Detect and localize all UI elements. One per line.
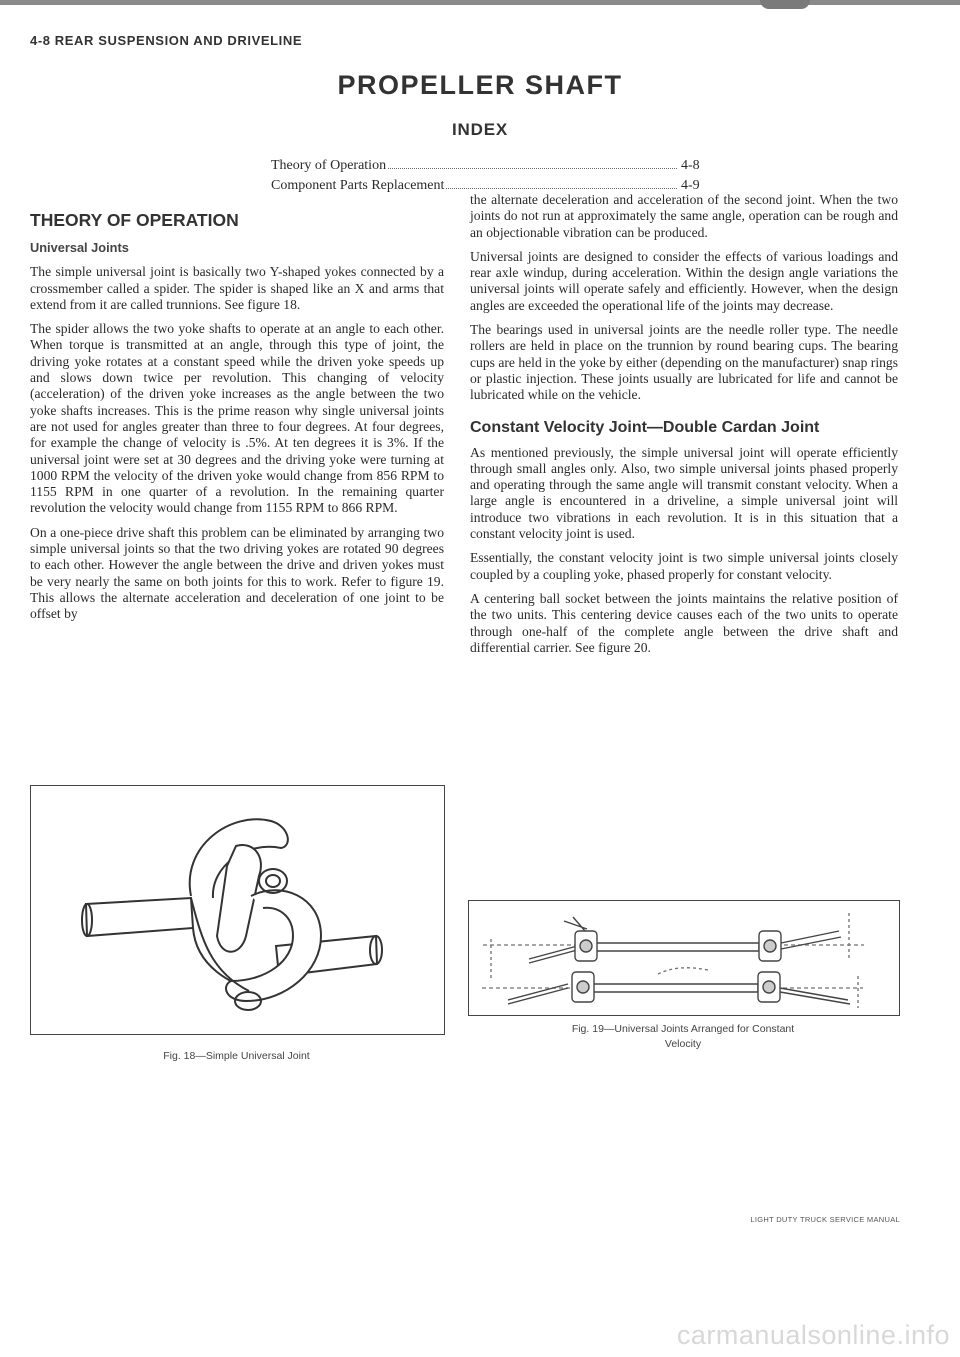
paragraph: The spider allows the two yoke shafts to operate at an angle to each other. When torque is transmitted at an angle, through this type of joint, the driving yoke rotates at a constant speed while the driven yoke speeds up and slows down twice per revolution. This changing of velocity (acceleration) of the driven yoke increases as the angle between the two yoke shafts increases. This is the prime reason why single universal joints are not used for angles greater than three to four degrees. At four degrees, for example the change of velocity is .5%. At ten degrees it is 3%. If the universal joint were set at 30 degrees and the driving yoke were turning at 1000 RPM the velocity of the driven yoke would change from 856 RPM to 1155 RPM in one quarter of a revolution. In the remaining quarter revolution the velocity would change from 1155 RPM to 866 RPM. — [30, 321, 444, 516]
paragraph: the alternate deceleration and acceleration of the second joint. When the two joints do not run at approximately the same angle, operation can be rough and an objectionable vibration can be produced. — [470, 192, 898, 240]
top-border-notch — [760, 0, 810, 9]
index-entry-page: 4-9 — [681, 178, 700, 193]
footer-manual-name: LIGHT DUTY TRUCK SERVICE MANUAL — [750, 1215, 900, 1224]
paragraph: Essentially, the constant velocity joint is two simple universal joints closely coupled by a coupling yoke, phased properly for constant velocity. — [470, 550, 898, 582]
paragraph: The simple universal joint is basically two Y-shaped yokes connected by a crossmember called a spider. The spider is shaped like an X and arms that extend from it are called trunnions. See figure 18. — [30, 264, 444, 312]
universal-joint-illustration — [31, 786, 444, 1034]
figure-18-universal-joint — [30, 785, 445, 1035]
driveline-illustration-lower — [468, 900, 898, 1014]
figure-19-caption-line2: Velocity — [664, 1038, 702, 1050]
figure-19-caption — [468, 1022, 898, 1052]
top-border — [0, 0, 960, 5]
paragraph: Universal joints are designed to consider the effects of various loadings and rear axle windup, during acceleration. Within the design angle variations the universal joints will operate safely and efficiently. However, when the design angles are exceeded the operational life of the joints may decrease. — [470, 248, 898, 313]
subsection-heading: Constant Velocity Joint—Double Cardan Joint — [470, 418, 820, 436]
paragraph: A centering ball socket between the joints maintains the relative position of the two units. This centering device causes each of the two units to operate through one-half of the complete angle between the drive shaft and differential carrier. See figure 20. — [470, 590, 898, 655]
paragraph: As mentioned previously, the simple universal joint will operate efficiently through small angles only. Also, two simple universal joints phased properly and operating through the same angle will transmit constant velocity. When a large angle is encountered in a driveline, a simple universal joint will introduce two vibrations in each revolution. It is in this situation that a constant velocity joint is used. — [470, 444, 898, 542]
left-column — [30, 210, 444, 631]
figure-19-lower — [468, 900, 898, 1014]
paragraph: On a one-piece drive shaft this problem can be eliminated by arranging two simple universal joints so that the two driving yokes are rotated 90 degrees to each other. However the angle between the drive and driven yokes must be very nearly the same on both joints for this to work. Refer to figure 19. This allows the alternate acceleration and deceleration of one joint to be offset by — [30, 524, 444, 622]
index-title: INDEX — [452, 120, 508, 139]
subsection-heading: Universal Joints — [30, 240, 129, 255]
index-entry-label: Component Parts Replacement — [271, 178, 445, 193]
leader-dots — [388, 168, 677, 169]
page-title: PROPELLER SHAFT — [337, 70, 623, 100]
figure-19-caption-line1: Fig. 19—Universal Joints Arranged for Constant — [571, 1023, 795, 1035]
index-entry-label: Theory of Operation — [271, 158, 387, 173]
leader-dots — [446, 188, 677, 189]
figure-18-caption: Fig. 18—Simple Universal Joint — [163, 1050, 310, 1062]
paragraph: The bearings used in universal joints are the needle roller type. The needle rollers are held in place on the trunnion by round bearing cups. The bearing cups are held in the yoke by either (depending on the manufacturer) snap rings or plastic injection. These joints usually are lubricated for life and cannot be lubricated while on the vehicle. — [470, 322, 898, 403]
index-entry[interactable] — [271, 158, 711, 178]
right-column — [470, 192, 898, 664]
watermark: carmanualsonline.info — [676, 1320, 950, 1350]
index-entry-page: 4-8 — [681, 158, 700, 173]
running-head: 4-8 REAR SUSPENSION AND DRIVELINE — [30, 33, 303, 48]
section-heading: THEORY OF OPERATION — [30, 210, 239, 230]
